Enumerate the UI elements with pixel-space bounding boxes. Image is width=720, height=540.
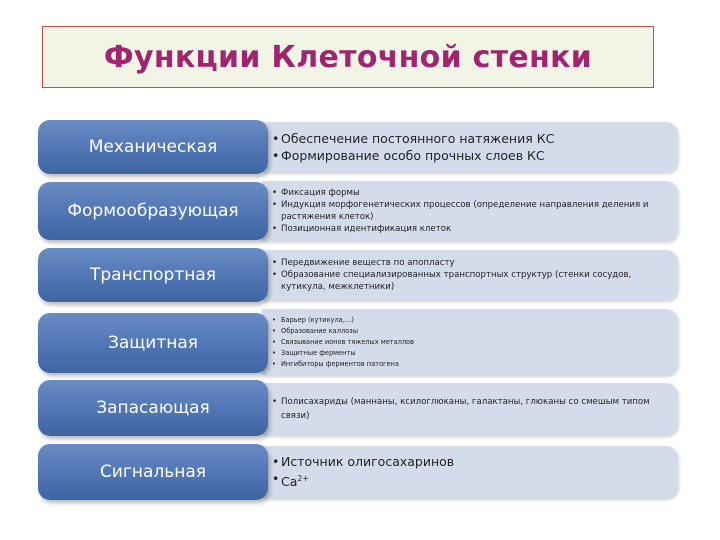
title-box bbox=[42, 26, 654, 88]
list-item: • Связывание ионов тяжелых металлов bbox=[272, 337, 670, 348]
list-item: • Передвижение веществ по апопласту bbox=[272, 257, 670, 269]
description-box bbox=[262, 181, 678, 241]
list-item: • Формирование особо прочных слоев КС bbox=[272, 147, 670, 164]
list-item: • Защитные ферменты bbox=[272, 348, 670, 359]
calcium-symbol: Са bbox=[281, 474, 298, 490]
list-item: • Обеспечение постоянного натяжения КС bbox=[272, 130, 670, 147]
list-item: • Фиксация формы bbox=[272, 187, 670, 199]
description-box bbox=[262, 250, 678, 300]
function-label: Транспортная bbox=[38, 248, 268, 302]
list-item: • Образование каллозы bbox=[272, 326, 670, 337]
list-item: • Индукция морфогенетических процессов (определение направления деления и растяжения клеток) bbox=[272, 199, 670, 223]
description-box bbox=[262, 309, 678, 375]
diagram-title: Функции Клеточной стенки bbox=[103, 39, 593, 75]
list-item: • Полисахариды (маннаны, ксилоглюканы, галактаны, глюканы со смешым типом связи) bbox=[272, 395, 670, 423]
charge-superscript: 2+ bbox=[297, 474, 309, 484]
list-item bbox=[272, 470, 670, 490]
list-item: • Позиционная идентификация клеток bbox=[272, 223, 670, 235]
function-label: Механическая bbox=[38, 120, 268, 174]
function-label: Формообразующая bbox=[38, 182, 268, 240]
function-label: Сигнальная bbox=[38, 444, 268, 500]
list-item: • Барьер (кутикула,…) bbox=[272, 315, 670, 326]
description-box bbox=[262, 446, 678, 498]
description-box bbox=[262, 122, 678, 172]
function-label: Запасающая bbox=[38, 380, 268, 436]
list-item: • Источник олигосахаринов bbox=[272, 453, 670, 470]
list-item: • Ингибиторы ферментов патогена bbox=[272, 359, 670, 370]
list-item: • Образование специализированных транспортных структур (стенки сосудов, кутикула, межклетники) bbox=[272, 269, 670, 293]
function-label: Защитная bbox=[38, 313, 268, 373]
description-box bbox=[262, 383, 678, 435]
